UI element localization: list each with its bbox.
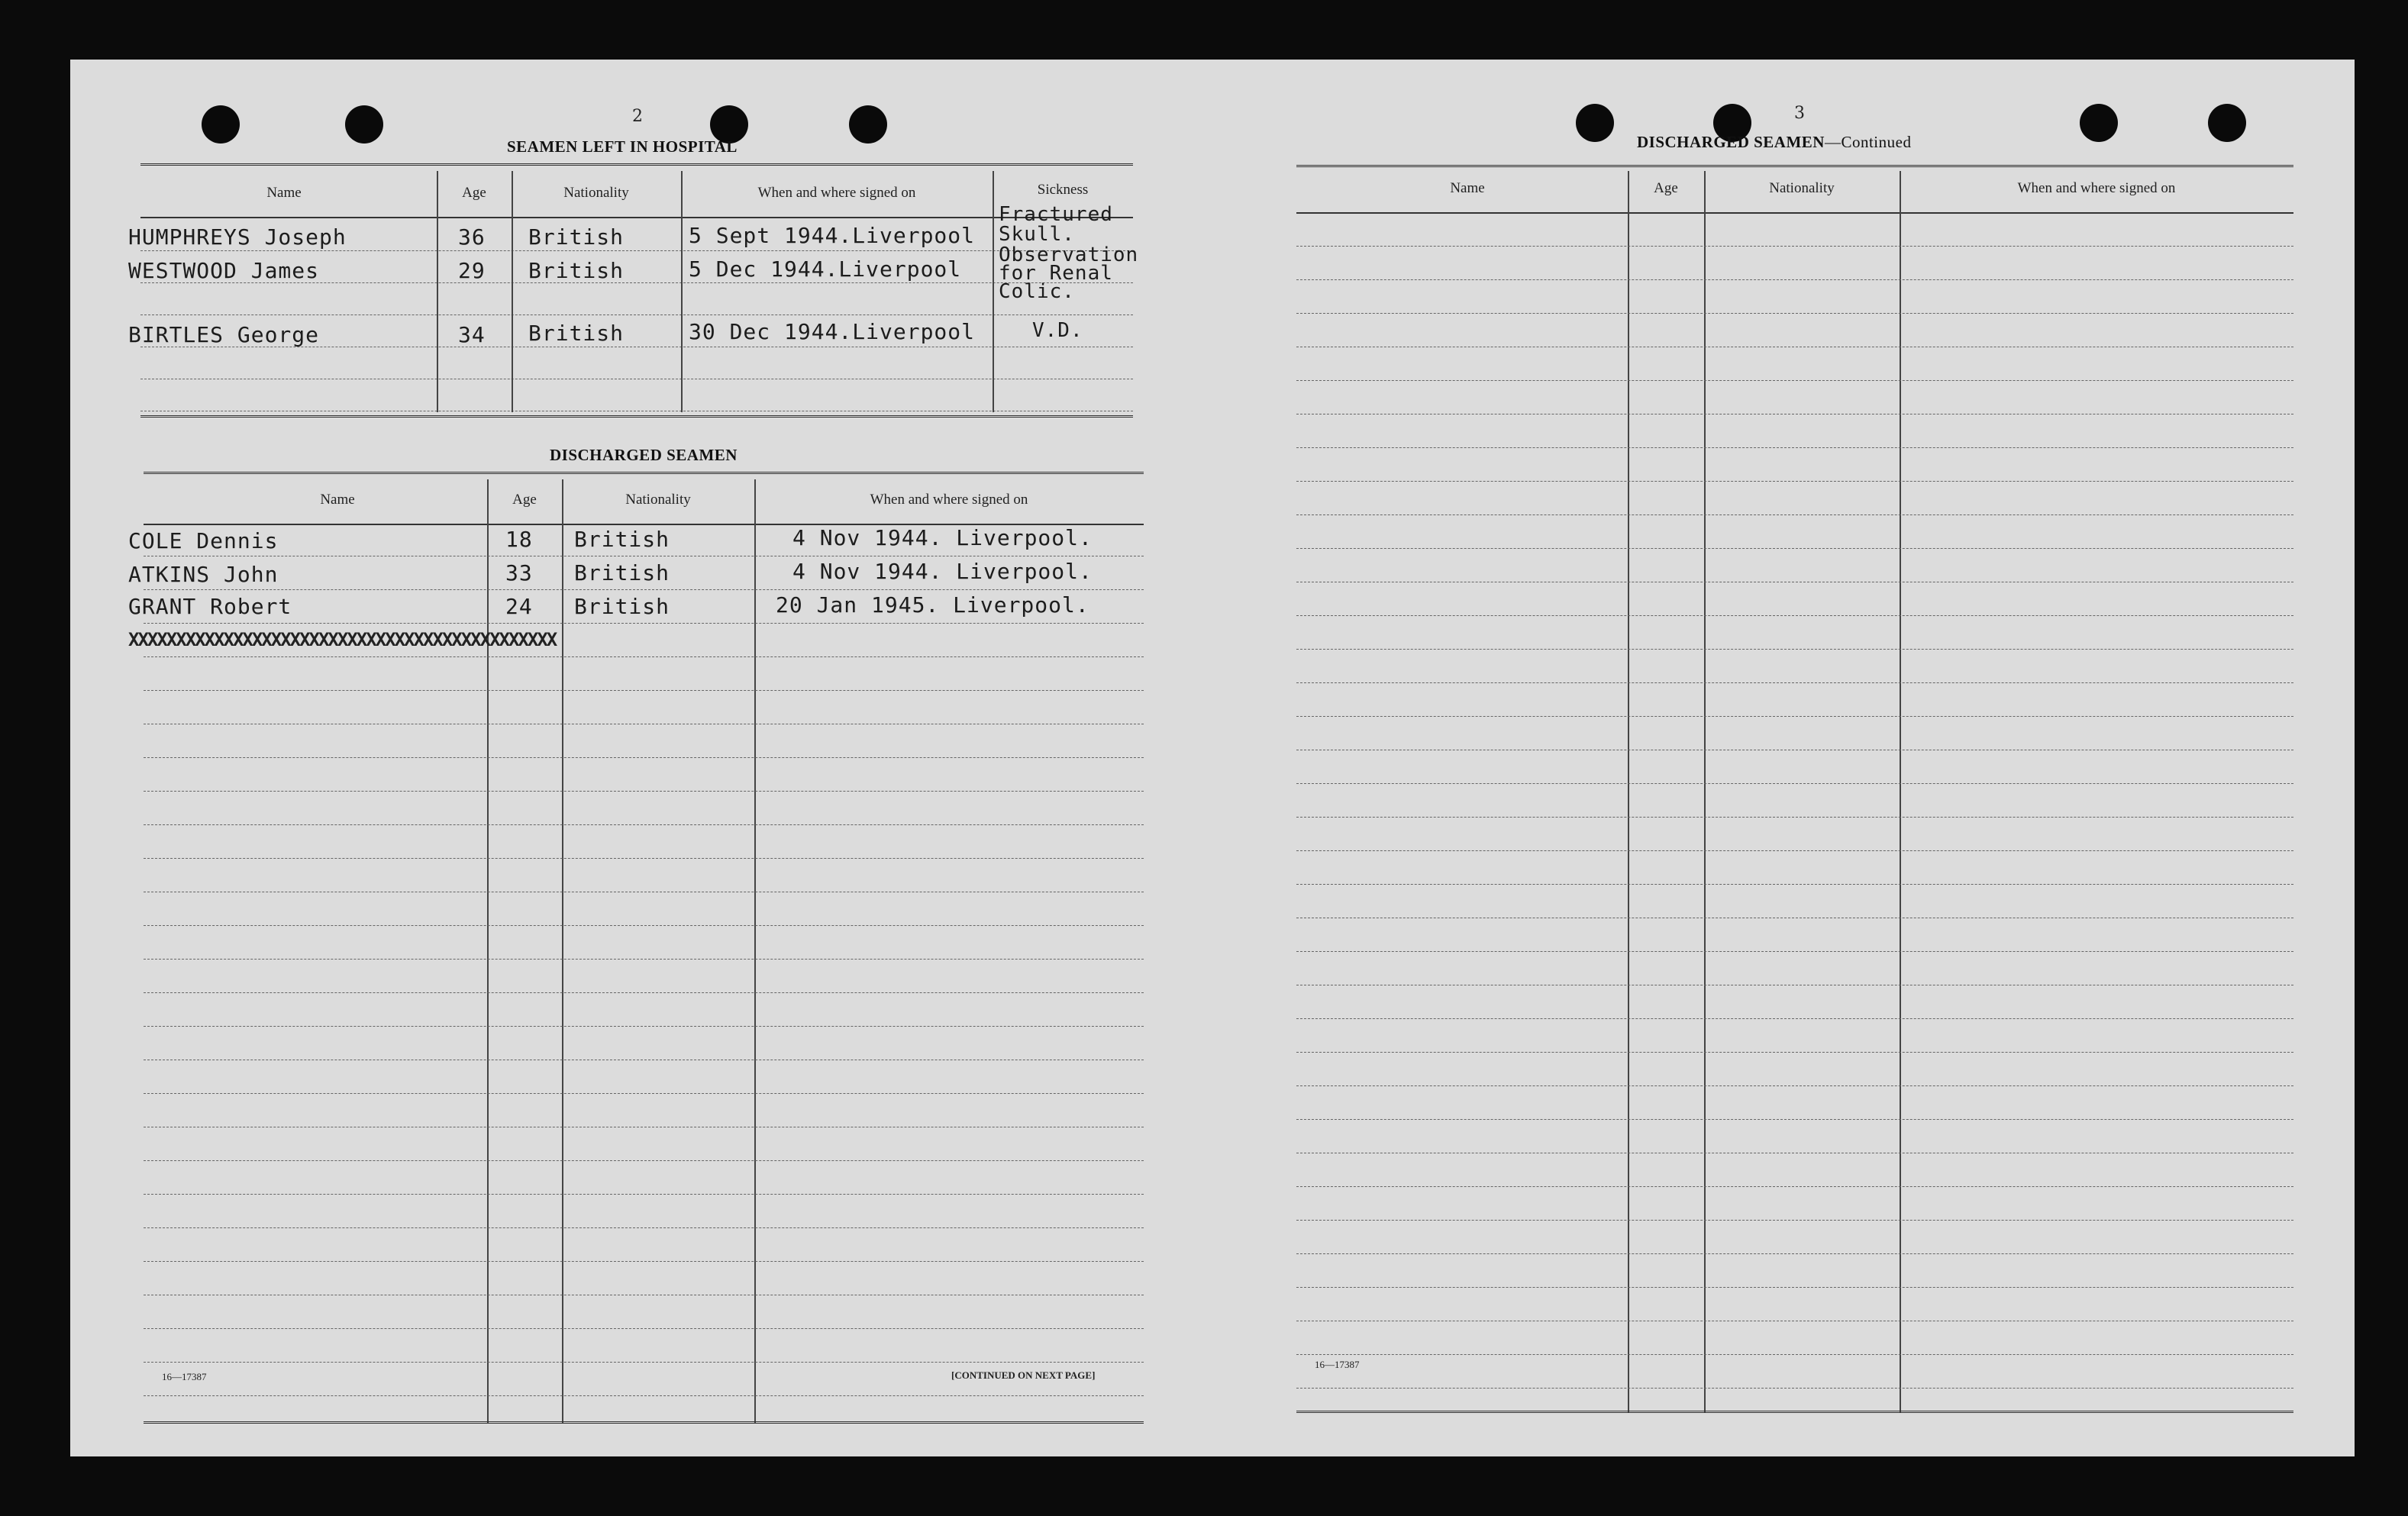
punch-hole — [2208, 104, 2246, 142]
punch-hole — [345, 105, 383, 144]
form-number-left: 16—17387 — [162, 1371, 207, 1382]
hospital-name: BIRTLES George — [128, 322, 320, 347]
table-rule — [140, 314, 1133, 315]
col-header-signed-on: When and where signed on — [757, 185, 916, 201]
column-divider — [993, 171, 994, 412]
column-divider — [681, 171, 683, 412]
ruled-line — [144, 1261, 1144, 1262]
ruled-line — [1296, 783, 2293, 784]
hospital-nationality: British — [528, 224, 625, 250]
punch-hole — [1576, 104, 1614, 142]
discharged-signed-on: 4 Nov 1944. Liverpool. — [792, 525, 1093, 550]
ruled-line — [1296, 1253, 2293, 1254]
col-header-nationality: Nationality — [1769, 180, 1835, 196]
col-header-age: Age — [1654, 180, 1678, 196]
col-header-name: Name — [1450, 180, 1485, 196]
column-divider — [562, 479, 563, 1423]
ruled-line — [1296, 1018, 2293, 1019]
ruled-line — [144, 1026, 1144, 1027]
ruled-line — [144, 1362, 1144, 1363]
col-header-name: Name — [266, 185, 302, 201]
hospital-signed-on: 5 Sept 1944.Liverpool — [689, 223, 976, 248]
table-rule — [1296, 212, 2293, 214]
table-rule — [140, 163, 1133, 168]
ruled-line — [1296, 1186, 2293, 1187]
page-number-right: 3 — [1794, 104, 1805, 123]
hospital-nationality: British — [528, 321, 625, 346]
ruled-line — [1296, 716, 2293, 717]
ruled-line — [1296, 514, 2293, 515]
ruled-line — [144, 959, 1144, 960]
hospital-age: 29 — [458, 258, 486, 283]
hospital-sickness: Observation for Renal Colic. — [999, 244, 1139, 303]
table-rule — [144, 1421, 1144, 1426]
hospital-signed-on: 30 Dec 1944.Liverpool — [689, 319, 976, 344]
discharged-signed-on: 20 Jan 1945. Liverpool. — [776, 592, 1089, 618]
ruled-line — [1296, 279, 2293, 280]
discharged-nationality: British — [574, 527, 670, 552]
discharged-name: ATKINS John — [128, 562, 279, 587]
discharged-nationality: British — [574, 594, 670, 619]
col-header-sickness: Sickness — [1037, 182, 1089, 198]
ruled-line — [1296, 1119, 2293, 1120]
ruled-line — [144, 690, 1144, 691]
table-rule — [140, 217, 1133, 218]
ruled-line — [144, 1194, 1144, 1195]
ruled-line — [1296, 380, 2293, 381]
hospital-age: 34 — [458, 322, 486, 347]
punch-hole — [2080, 104, 2118, 142]
col-header-name: Name — [320, 492, 355, 508]
table-rule — [1296, 165, 2293, 169]
ruled-line — [144, 623, 1144, 624]
crossed-out-row: XXXXXXXXXXXXXXXXXXXXXXXXXXXXXXXXXXXXXXXXXXXXX — [128, 629, 557, 650]
ruled-line — [1296, 246, 2293, 247]
ruled-line — [1296, 1287, 2293, 1288]
ruled-line — [144, 858, 1144, 859]
discharged-age: 24 — [505, 594, 533, 619]
document-page — [70, 60, 2355, 1456]
ruled-line — [1296, 1220, 2293, 1221]
column-divider — [754, 479, 756, 1423]
ruled-line — [144, 992, 1144, 993]
ruled-line — [1296, 682, 2293, 683]
column-divider — [437, 171, 438, 412]
page-number-left: 2 — [632, 107, 643, 126]
hospital-signed-on: 5 Dec 1944.Liverpool — [689, 256, 962, 282]
ruled-line — [1296, 649, 2293, 650]
hospital-age: 36 — [458, 224, 486, 250]
discharged-signed-on: 4 Nov 1944. Liverpool. — [792, 559, 1093, 584]
ruled-line — [144, 824, 1144, 825]
ruled-line — [1296, 850, 2293, 851]
ruled-line — [144, 791, 1144, 792]
table-rule — [144, 472, 1144, 476]
discharged-name: GRANT Robert — [128, 594, 292, 619]
hospital-nationality: British — [528, 258, 625, 283]
ruled-line — [1296, 548, 2293, 549]
ruled-line — [1296, 481, 2293, 482]
ruled-line — [1296, 884, 2293, 885]
continued-note: [CONTINUED ON NEXT PAGE] — [951, 1369, 1096, 1381]
table-rule — [140, 415, 1133, 420]
ruled-line — [144, 1328, 1144, 1329]
discharged-name: COLE Dennis — [128, 528, 279, 553]
hospital-name: HUMPHREYS Joseph — [128, 224, 347, 250]
ruled-line — [144, 1227, 1144, 1228]
ruled-line — [144, 656, 1144, 657]
ruled-line — [1296, 313, 2293, 314]
discharged-age: 33 — [505, 560, 533, 585]
col-header-nationality: Nationality — [625, 492, 691, 508]
ruled-line — [144, 589, 1144, 590]
ruled-line — [1296, 447, 2293, 448]
punch-hole — [849, 105, 887, 144]
col-header-signed-on: When and where signed on — [870, 492, 1028, 508]
ruled-line — [1296, 1085, 2293, 1086]
hospital-name: WESTWOOD James — [128, 258, 320, 283]
ruled-line — [1296, 1354, 2293, 1355]
ruled-line — [144, 1093, 1144, 1094]
table-rule — [1296, 1411, 2293, 1415]
col-header-signed-on: When and where signed on — [2017, 180, 2176, 196]
col-header-age: Age — [462, 185, 486, 201]
discharged-continued-title: DISCHARGED SEAMEN—Continued — [1637, 133, 1912, 151]
ruled-line — [1296, 817, 2293, 818]
ruled-line — [1296, 1388, 2293, 1389]
ruled-line — [144, 1395, 1144, 1396]
table-rule — [140, 250, 1133, 251]
ruled-line — [144, 925, 1144, 926]
column-divider — [487, 479, 489, 1423]
hospital-sickness: V.D. — [1032, 319, 1083, 342]
column-divider — [1900, 171, 1901, 1412]
hospital-sickness: Fractured Skull. — [999, 203, 1113, 246]
ruled-line — [1296, 615, 2293, 616]
form-number-right: 16—17387 — [1315, 1359, 1360, 1370]
column-divider — [1704, 171, 1706, 1412]
discharged-title: DISCHARGED SEAMEN — [550, 446, 738, 464]
col-header-nationality: Nationality — [563, 185, 629, 201]
column-divider — [512, 171, 513, 412]
hospital-title: SEAMEN LEFT IN HOSPITAL — [507, 137, 738, 156]
ruled-line — [1296, 1052, 2293, 1053]
ruled-line — [144, 1160, 1144, 1161]
discharged-age: 18 — [505, 527, 533, 552]
ruled-line — [144, 757, 1144, 758]
punch-hole — [202, 105, 240, 144]
discharged-nationality: British — [574, 560, 670, 585]
col-header-age: Age — [512, 492, 537, 508]
ruled-line — [1296, 951, 2293, 952]
column-divider — [1628, 171, 1629, 1412]
